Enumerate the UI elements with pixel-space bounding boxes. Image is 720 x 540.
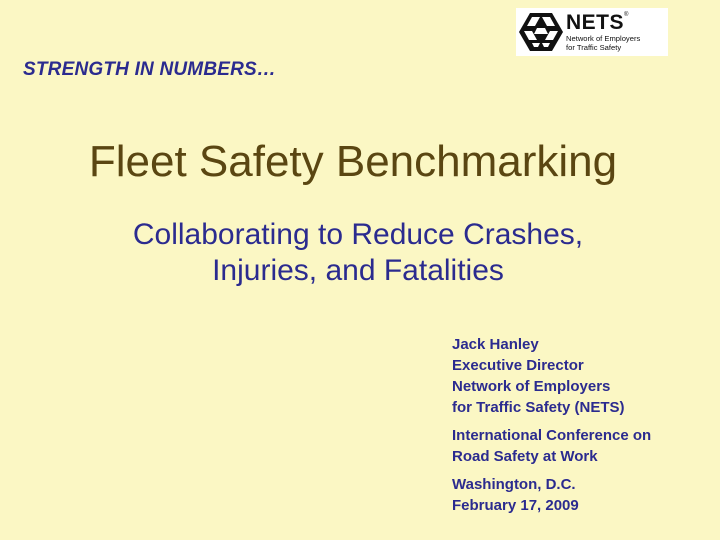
nets-logo-name <box>566 12 640 33</box>
event-line2: Road Safety at Work <box>452 448 598 465</box>
event-date: February 17, 2009 <box>452 497 579 514</box>
nets-logo-tagline <box>566 35 640 52</box>
presenter-org-line1: Network of Employers <box>452 378 611 395</box>
nets-logo-text <box>566 12 640 52</box>
slide-subtitle <box>0 217 720 289</box>
presenter-role: Executive Director <box>452 357 584 374</box>
nets-logo <box>516 8 668 56</box>
kicker-text: STRENGTH IN NUMBERS… <box>23 59 277 80</box>
slide-title: Fleet Safety Benchmarking <box>88 137 618 186</box>
subtitle-line2: Injuries, and Fatalities <box>212 254 504 287</box>
presenter-name: Jack Hanley <box>452 336 539 353</box>
presenter-block <box>452 334 712 418</box>
nets-logo-wordmark: NETS <box>566 10 625 34</box>
registered-mark: ® <box>624 11 629 18</box>
event-line1: International Conference on <box>452 427 652 444</box>
place-date-block <box>452 474 712 516</box>
event-block <box>452 425 712 467</box>
presenter-org-line2: for Traffic Safety (NETS) <box>452 399 625 416</box>
nets-logo-mark-icon <box>518 9 564 55</box>
presenter-info <box>452 334 712 523</box>
nets-logo-tagline-line1: Network of Employers <box>566 33 641 43</box>
event-place: Washington, D.C. <box>452 476 576 493</box>
nets-logo-tagline-line2: for Traffic Safety <box>566 42 622 52</box>
subtitle-line1: Collaborating to Reduce Crashes, <box>132 218 584 251</box>
